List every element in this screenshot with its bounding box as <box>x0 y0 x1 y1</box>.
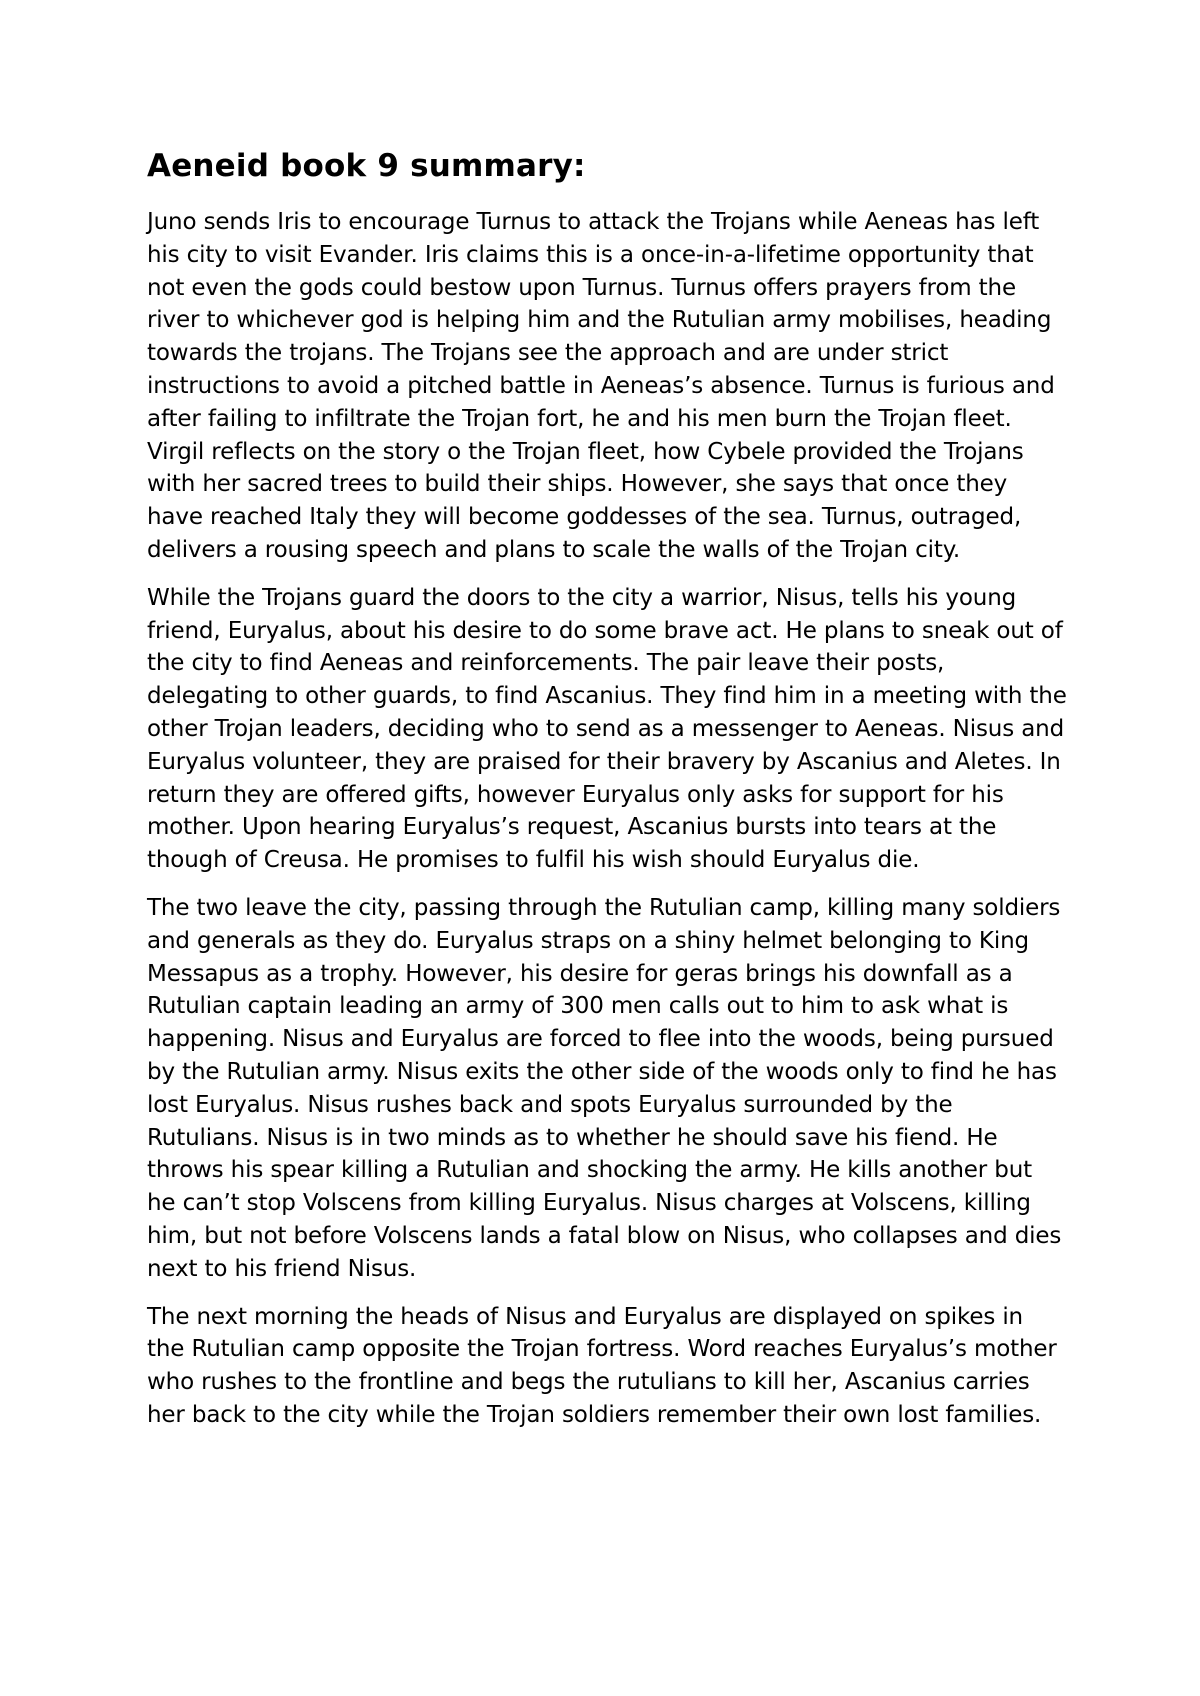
paragraph-4: The next morning the heads of Nisus and Euryalus are displayed on spikes in the Rutulian camp opposite the Trojan fortress. Word reaches Euryalus’s mother who rushes to the frontline and begs the rutulians to kill her, Ascanius carries her back to the city while the Trojan soldiers remember their own lost families. <box>147 1303 1057 1428</box>
paragraph-3: The two leave the city, passing through the Rutulian camp, killing many soldiers and generals as they do. Euryalus straps on a shiny helmet belonging to King Messapus as a trophy. However, his desire for geras brings his downfall as a Rutulian captain leading an army of 300 men calls out to him to ask what is happening. Nisus and Euryalus are forced to flee into the woods, being pursued by the Rutulian army. Nisus exits the other side of the woods only to find he has lost Euryalus. Nisus rushes back and spots Euryalus surrounded by the Rutulians. Nisus is in two minds as to whether he should save his fiend. He throws his spear killing a Rutulian and shocking the army. He kills another but he can’t stop Volscens from killing Euryalus. Nisus charges at Volscens, killing him, but not before Volscens lands a fatal blow on Nisus, who collapses and dies next to his friend Nisus. <box>147 894 1062 1282</box>
document-title: Aeneid book 9 summary: <box>147 148 586 184</box>
paragraph-1: Juno sends Iris to encourage Turnus to attack the Trojans while Aeneas has left his city to visit Evander. Iris claims this is a once-in-a-lifetime opportunity that not even the gods could bestow upon Turnus. Turnus offers prayers from the river to whichever god is helping him and the Rutulian army mobilises, heading towards the trojans. The Trojans see the approach and are under strict instructions to avoid a pitched battle in Aeneas’s absence. Turnus is furious and after failing to infiltrate the Trojan fort, he and his men burn the Trojan fleet. Virgil reflects on the story o the Trojan fleet, how Cybele provided the Trojans with her sacred trees to build their ships. However, she says that once they have reached Italy they will become goddesses of the sea. Turnus, outraged, delivers a rousing speech and plans to scale the walls of the Trojan city. <box>147 209 1055 563</box>
document-body <box>147 146 1067 1447</box>
paragraph-2: While the Trojans guard the doors to the city a warrior, Nisus, tells his young friend, Euryalus, about his desire to do some brave act. He plans to sneak out of the city to find Aeneas and reinforcements. The pair leave their posts, delegating to other guards, to find Ascanius. They find him in a meeting with the other Trojan leaders, deciding who to send as a messenger to Aeneas. Nisus and Euryalus volunteer, they are praised for their bravery by Ascanius and Aletes. In return they are offered gifts, however Euryalus only asks for support for his mother. Upon hearing Euryalus’s request, Ascanius bursts into tears at the though of Creusa. He promises to fulfil his wish should Euryalus die. <box>147 584 1067 874</box>
